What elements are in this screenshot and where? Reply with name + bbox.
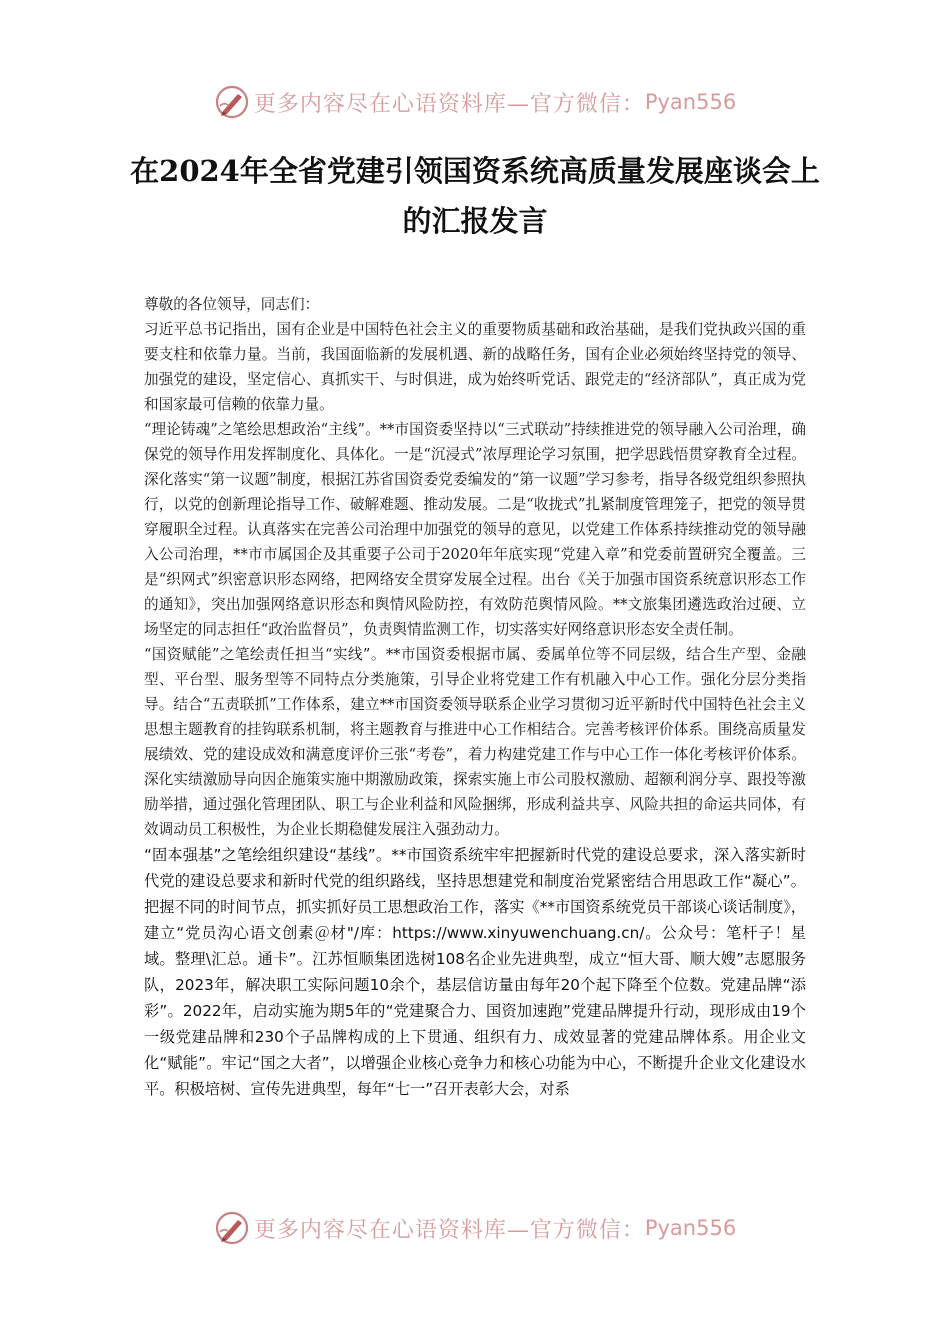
paragraph-theory: “理论铸魂”之笔绘思想政治“主线”。**市国资委坚持以“三式联动”持续推进党的领导融入公司治理，确保党的领导作用发挥制度化、具体化。一是“沉浸式”浓厚理论学习氛围，把学思践悟贯穿教育全过程。深化落实“第一议题”制度，根据江苏省国资委党委编发的“第一议题”学习参考，指导各级党组织参照执行，以党的创新理论指导工作、破解难题、推动发展。二是“收拢式”扎紧制度管理笼子，把党的领导贯穿履职全过程。认真落实在完善公司治理中加强党的领导的意见，以党建工作体系持续推动党的领导融入公司治理，**市市属国企及其重要子公司于2020年年底实现“党建入章”和党委前置研究全覆盖。三是“织网式”织密意识形态网络，把网络安全贯穿发展全过程。出台《关于加强市国资系统意识形态工作的通知》，突出加强网络意识形态和舆情风险防控，有效防范舆情风险。**文旅集团遴选政治过硬、立场坚定的同志担任“政治监督员”，负责舆情监测工作，切实落实好网络意识形态安全责任制。 xyxy=(144,421,806,638)
pen-logo-icon xyxy=(214,1210,250,1246)
document-body xyxy=(144,292,806,1102)
watermark-wechat-id: Pyan556 xyxy=(644,90,737,114)
header-watermark xyxy=(0,82,950,122)
watermark-text: 更多内容尽在心语资料库—官方微信： xyxy=(253,91,645,117)
watermark-wechat-id: Pyan556 xyxy=(644,1216,737,1240)
watermark-text: 更多内容尽在心语资料库—官方微信： xyxy=(253,1217,645,1243)
paragraph-foundation: “固本强基”之笔绘组织建设“基线”。**市国资系统牢牢把握新时代党的建设总要求，深入落实新时代党的建设总要求和新时代党的组织路线，坚持思想建党和制度治党紧密结合用思政工作“凝心”。把握不同的时间节点，抓实抓好员工思想政治工作，落实《**市国资系统党员干部谈心谈话制度》，建立“党员沟心语文创素＠材"/库：https://www.xinyuwenchuang.cn/。公众号：笔杆子！星域。整理\汇总。通卡”。江苏恒顺集团选树108名企业先进典型，成立“恒大哥、顺大嫂”志愿服务队，2023年，解决职工实际问题10余个，基层信访量由每年20个起下降至个位数。党建品牌“添彩”。2022年，启动实施为期5年的“党建聚合力、国资加速跑”党建品牌提升行动，现形成由19个一级党建品牌和230个子品牌构成的上下贯通、组织有力、成效显著的党建品牌体系。用企业文化“赋能”。牢记“国之大者”，以增强企业核心竞争力和核心功能为中心，不断提升企业文化建设水平。积极培树、宣传先进典型，每年“七一”召开表彰大会，对系 xyxy=(144,846,806,1098)
footer-watermark xyxy=(0,1208,950,1248)
paragraph-empower: “国资赋能”之笔绘责任担当“实线”。**市国资委根据市属、委属单位等不同层级，结合生产型、金融型、平台型、服务型等不同特点分类施策，引导企业将党建工作有机融入中心工作。强化分层分类指导。结合“五责联抓”工作体系，建立**市国资委领导联系企业学习贯彻习近平新时代中国特色社会主义思想主题教育的挂钩联系机制，将主题教育与推进中心工作相结合。完善考核评价体系。围绕高质量发展绩效、党的建设成效和满意度评价三张“考卷”，着力构建党建工作与中心工作一体化考核评价体系。深化实绩激励导向因企施策实施中期激励政策，探索实施上市公司股权激励、超额利润分享、跟投等激励举措，通过强化管理团队、职工与企业利益和风险捆绑，形成利益共享、风险共担的命运共同体，有效调动员工积极性，为企业长期稳健发展注入强劲动力。 xyxy=(144,646,806,838)
page-title: 在2024年全省党建引领国资系统高质量发展座谈会上的汇报发言 xyxy=(130,154,820,238)
pen-logo-icon xyxy=(214,84,250,120)
paragraph-intro: 习近平总书记指出，国有企业是中国特色社会主义的重要物质基础和政治基础，是我们党执政兴国的重要支柱和依靠力量。当前，我国面临新的发展机遇、新的战略任务，国有企业必须始终坚持党的领导、加强党的建设，坚定信心、真抓实干、与时俱进，成为始终听党话、跟党走的“经济部队”，真正成为党和国家最可信赖的依靠力量。 xyxy=(144,321,806,413)
salutation: 尊敬的各位领导，同志们： xyxy=(144,296,320,313)
